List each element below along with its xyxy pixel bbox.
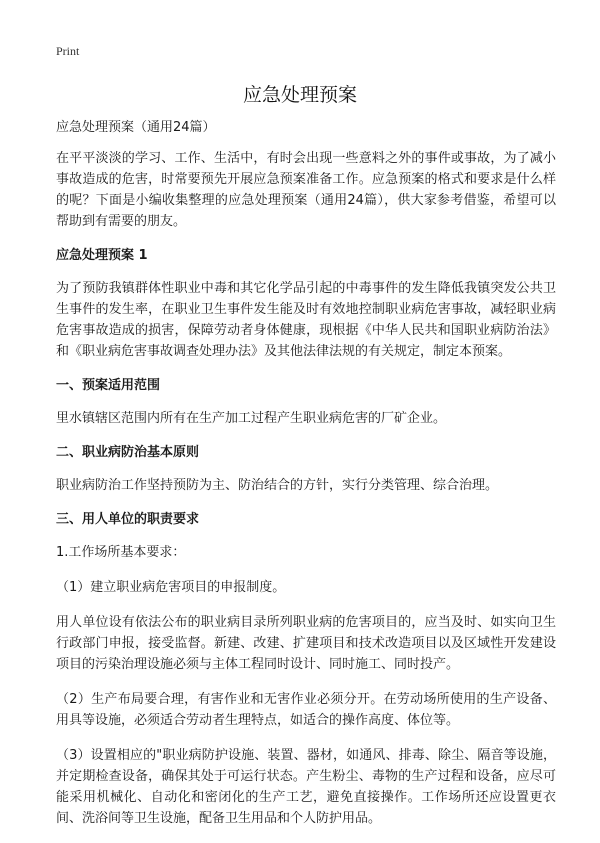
intro-paragraph: 在平平淡淡的学习、工作、生活中，有时会出现一些意料之外的事件或事故，为了减小事故造成的危害，时常要预先开展应急预案准备工作。应急预案的格式和要求是什么样的呢？下面是小编收集整理的应急处理预案（通用24篇），供大家参考借鉴，希望可以帮助到有需要的朋友。 bbox=[56, 151, 556, 229]
duty-heading: 三、用人单位的职责要求 bbox=[56, 512, 200, 527]
document-body bbox=[56, 118, 556, 843]
requirement-item-2: （2）生产布局要合理，有害作业和无害作业必须分开。在劳动场所使用的生产设备、用具等设施，必须适合劳动者生理特点，如适合的操作高度、体位等。 bbox=[56, 692, 556, 728]
print-link[interactable]: Print bbox=[56, 44, 80, 58]
principle-heading: 二、职业病防治基本原则 bbox=[56, 445, 200, 460]
scope-paragraph: 里水镇辖区范围内所有在生产加工过程产生职业病危害的厂矿企业。 bbox=[56, 411, 447, 426]
scope-heading: 一、预案适用范围 bbox=[56, 378, 161, 393]
section1-heading: 应急处理预案 1 bbox=[56, 248, 148, 263]
requirement-item-1: （1）建立职业病危害项目的申报制度。 bbox=[56, 580, 286, 595]
principle-paragraph: 职业病防治工作坚持预防为主、防治结合的方针，实行分类管理、综合治理。 bbox=[56, 478, 499, 493]
requirement-item-3: （3）设置相应的"职业病防护设施、装置、器材，如通风、排毒、除尘、隔音等设施，并定期检查设备，确保其处于可运行状态。产生粉尘、毒物的生产过程和设备，应尽可能采用机械化、自动化和密闭化的生产工艺，避免直接操作。工作场所还应设置更衣间、洗浴间等卫生设施，配备卫生用品和个人防护用品。 bbox=[56, 748, 556, 826]
workplace-requirements-label: 1.工作场所基本要求： bbox=[56, 545, 186, 560]
requirement-item-1-body: 用人单位设有依法公布的职业病目录所列职业病的危害项目的，应当及时、如实向卫生行政部门申报，接受监督。新建、改建、扩建项目和技术改造项目以及区域性开发建设项目的污染治理设施必须与主体工程同时设计、同时施工、同时投产。 bbox=[56, 615, 556, 672]
document-subtitle: 应急处理预案（通用24篇） bbox=[56, 120, 216, 135]
section1-paragraph: 为了预防我镇群体性职业中毒和其它化学品引起的中毒事件的发生降低我镇突发公共卫生事件的发生率，在职业卫生事件发生能及时有效地控制职业病危害事故，减轻职业病危害事故造成的损害，保障劳动者身体健康，现根据《中华人民共和国职业病防治法》和《职业病危害事故调查处理办法》及其他法律法规的有关规定，制定本预案。 bbox=[56, 281, 556, 359]
page-title: 应急处理预案 bbox=[242, 84, 357, 106]
